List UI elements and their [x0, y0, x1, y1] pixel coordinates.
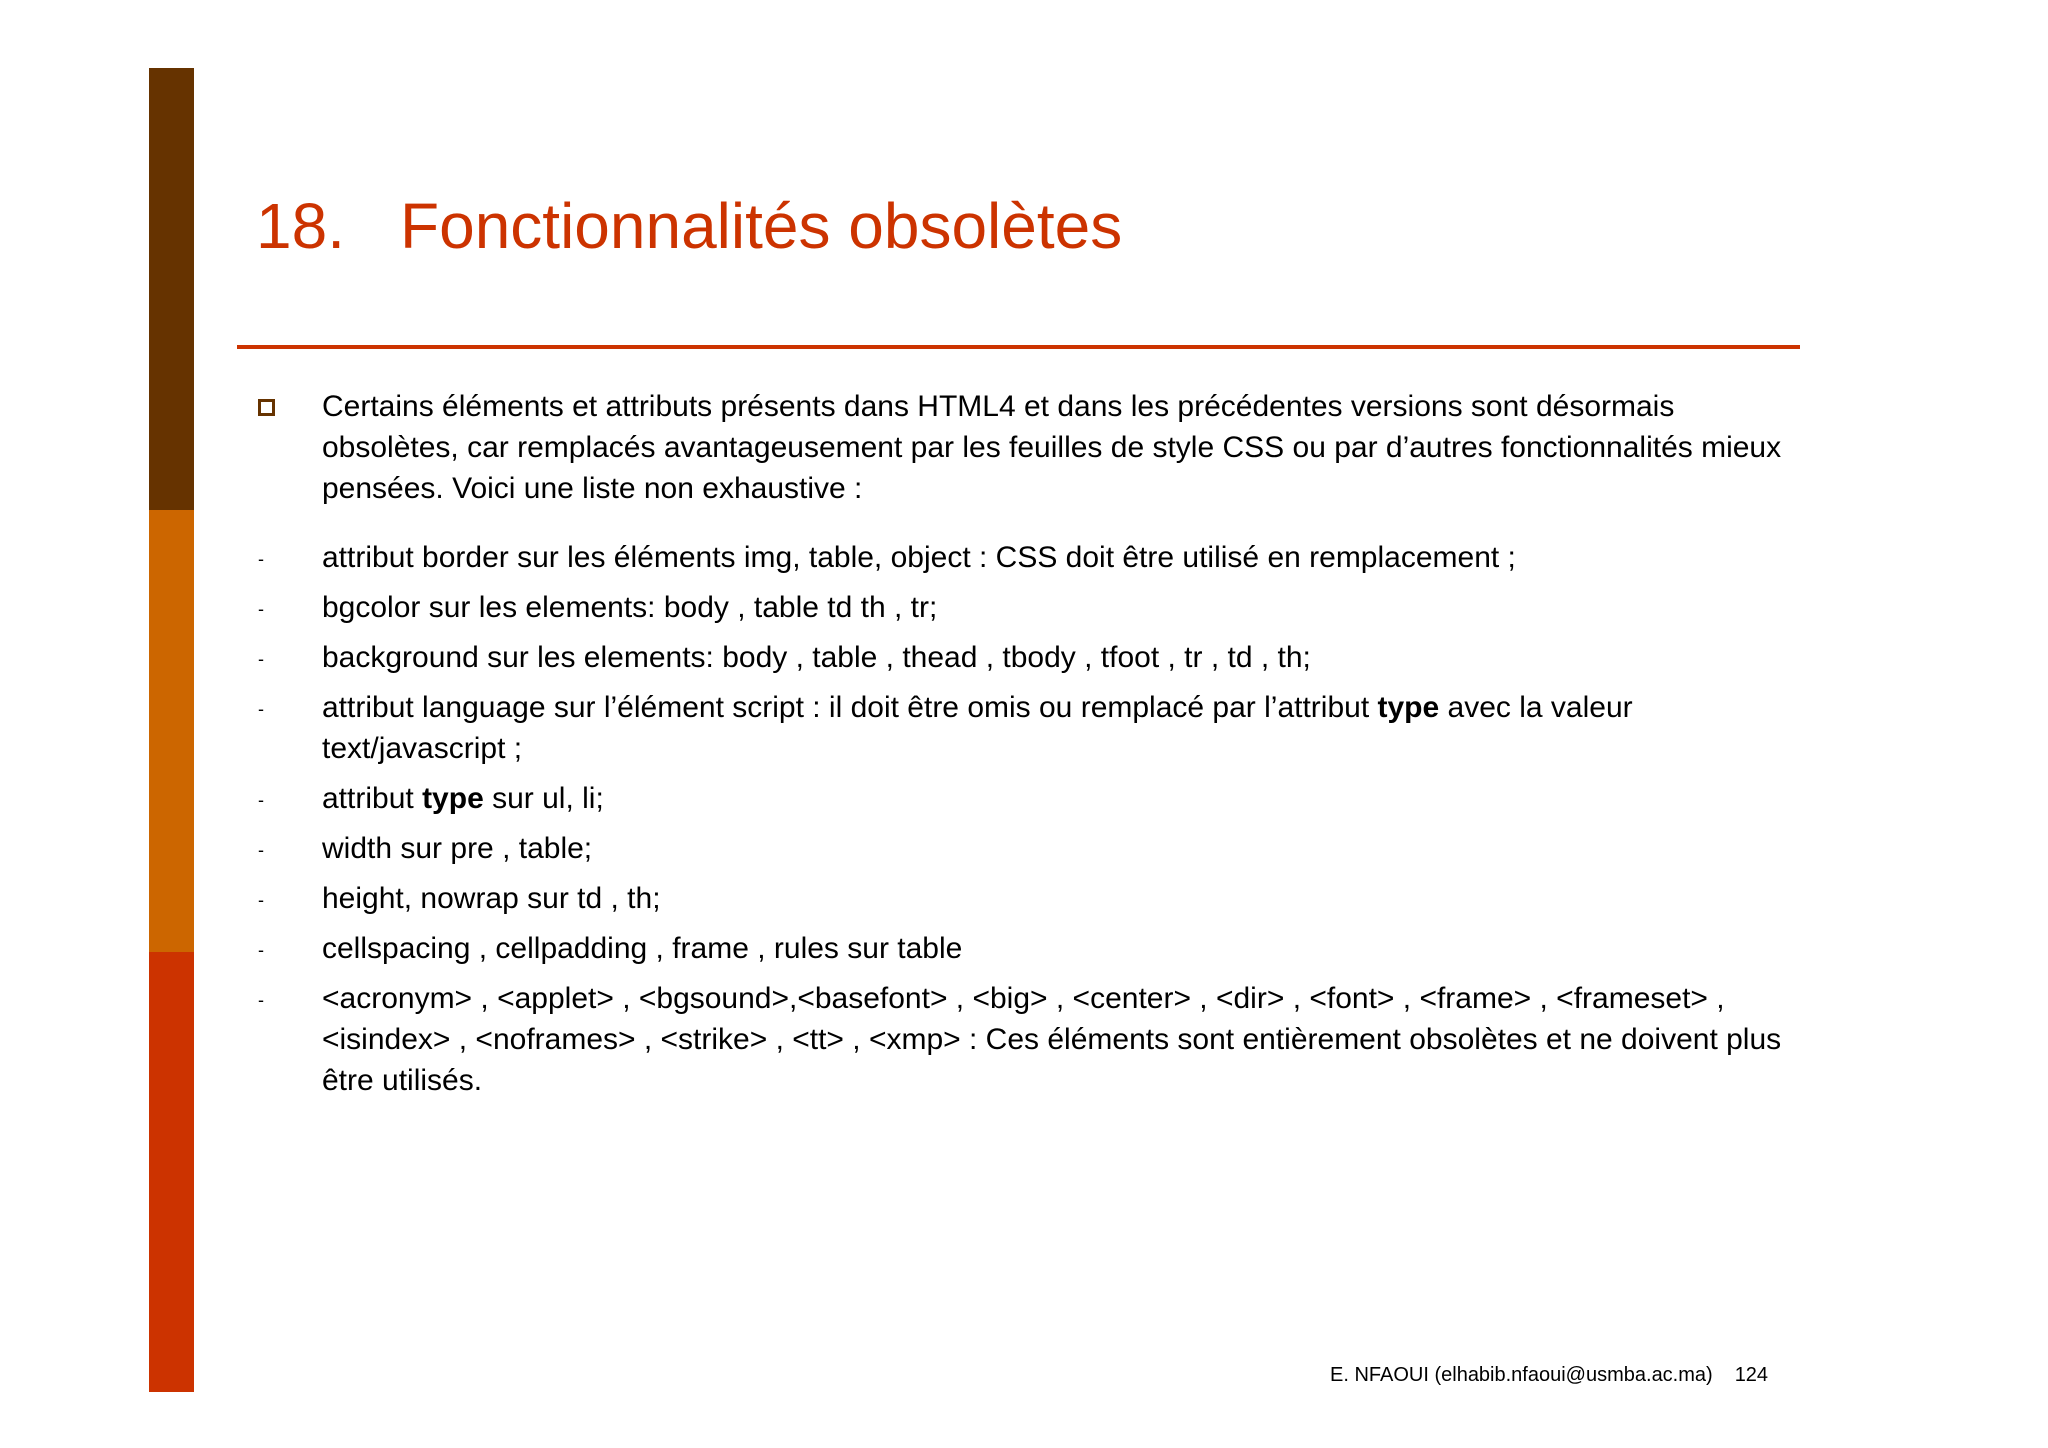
list-item	[256, 778, 1816, 819]
dash-bullet: -	[258, 940, 264, 960]
dash-bullet: -	[258, 599, 264, 619]
list-item	[256, 828, 1816, 869]
page-number: 124	[1734, 1364, 1769, 1386]
footer-author: E. NFAOUI (elhabib.nfaoui@usmba.ac.ma)	[1330, 1364, 1713, 1386]
item-text: attribut border sur les éléments img, table, object : CSS doit être utilisé en remplacement ;	[322, 541, 1516, 574]
square-bullet-icon	[258, 399, 275, 416]
intro-text: Certains éléments et attributs présents dans HTML4 et dans les précédentes versions sont désormais obsolètes, car remplacés avantageusement par les feuilles de style CSS ou par d’autres fonctionnalités mieux pensées. Voici une liste non exhaustive :	[322, 390, 1782, 505]
dash-bullet: -	[258, 649, 264, 669]
side-bar-top	[149, 68, 194, 510]
list-item	[256, 978, 1816, 1101]
item-text: cellspacing , cellpadding , frame , rules sur table	[322, 932, 963, 965]
item-text: <acronym> , <applet> , <bgsound>,<basefont> , <big> , <center> , <dir> , <font> , <frame> , <frameset> , <isindex> , <noframes> , <strike> , <tt> , <xmp> : Ces éléments sont entièrement obsolètes et ne doivent plus être utilisés.	[322, 982, 1782, 1097]
dash-bullet: -	[258, 699, 264, 719]
list-item	[256, 928, 1816, 969]
slide-title	[256, 188, 1122, 265]
item-text-after: sur ul, li;	[483, 782, 604, 815]
slide-content	[256, 386, 1816, 1110]
dash-bullet: -	[258, 890, 264, 910]
obsolete-items-list	[256, 537, 1816, 1101]
dash-bullet: -	[258, 840, 264, 860]
side-bar-bottom	[149, 952, 194, 1392]
item-text: height, nowrap sur td , th;	[322, 882, 661, 915]
item-text-bold: type	[422, 782, 484, 815]
item-text: width sur pre , table;	[322, 832, 593, 865]
list-item	[256, 878, 1816, 919]
dash-bullet: -	[258, 549, 264, 569]
list-item	[256, 637, 1816, 678]
item-text: bgcolor sur les elements: body , table td th , tr;	[322, 591, 938, 624]
item-text-before: attribut	[322, 782, 423, 815]
slide-footer	[1330, 1364, 1768, 1387]
intro-bullet	[256, 386, 1816, 509]
title-number: 18.	[256, 190, 345, 262]
item-text-bold: type	[1377, 691, 1440, 724]
title-text: Fonctionnalités obsolètes	[400, 190, 1123, 262]
list-item	[256, 687, 1816, 769]
dash-bullet: -	[258, 990, 264, 1010]
item-text-before: attribut language sur l’élément script : il doit être omis ou remplacé par l’attribut	[322, 691, 1378, 724]
side-bar-middle	[149, 510, 194, 952]
list-item	[256, 587, 1816, 628]
title-divider	[237, 345, 1800, 349]
dash-bullet: -	[258, 790, 264, 810]
item-text-after: avec la valeur text/javascript ;	[322, 691, 1633, 765]
item-text: background sur les elements: body , table , thead , tbody , tfoot , tr , td , th;	[322, 641, 1311, 674]
list-item	[256, 537, 1816, 578]
